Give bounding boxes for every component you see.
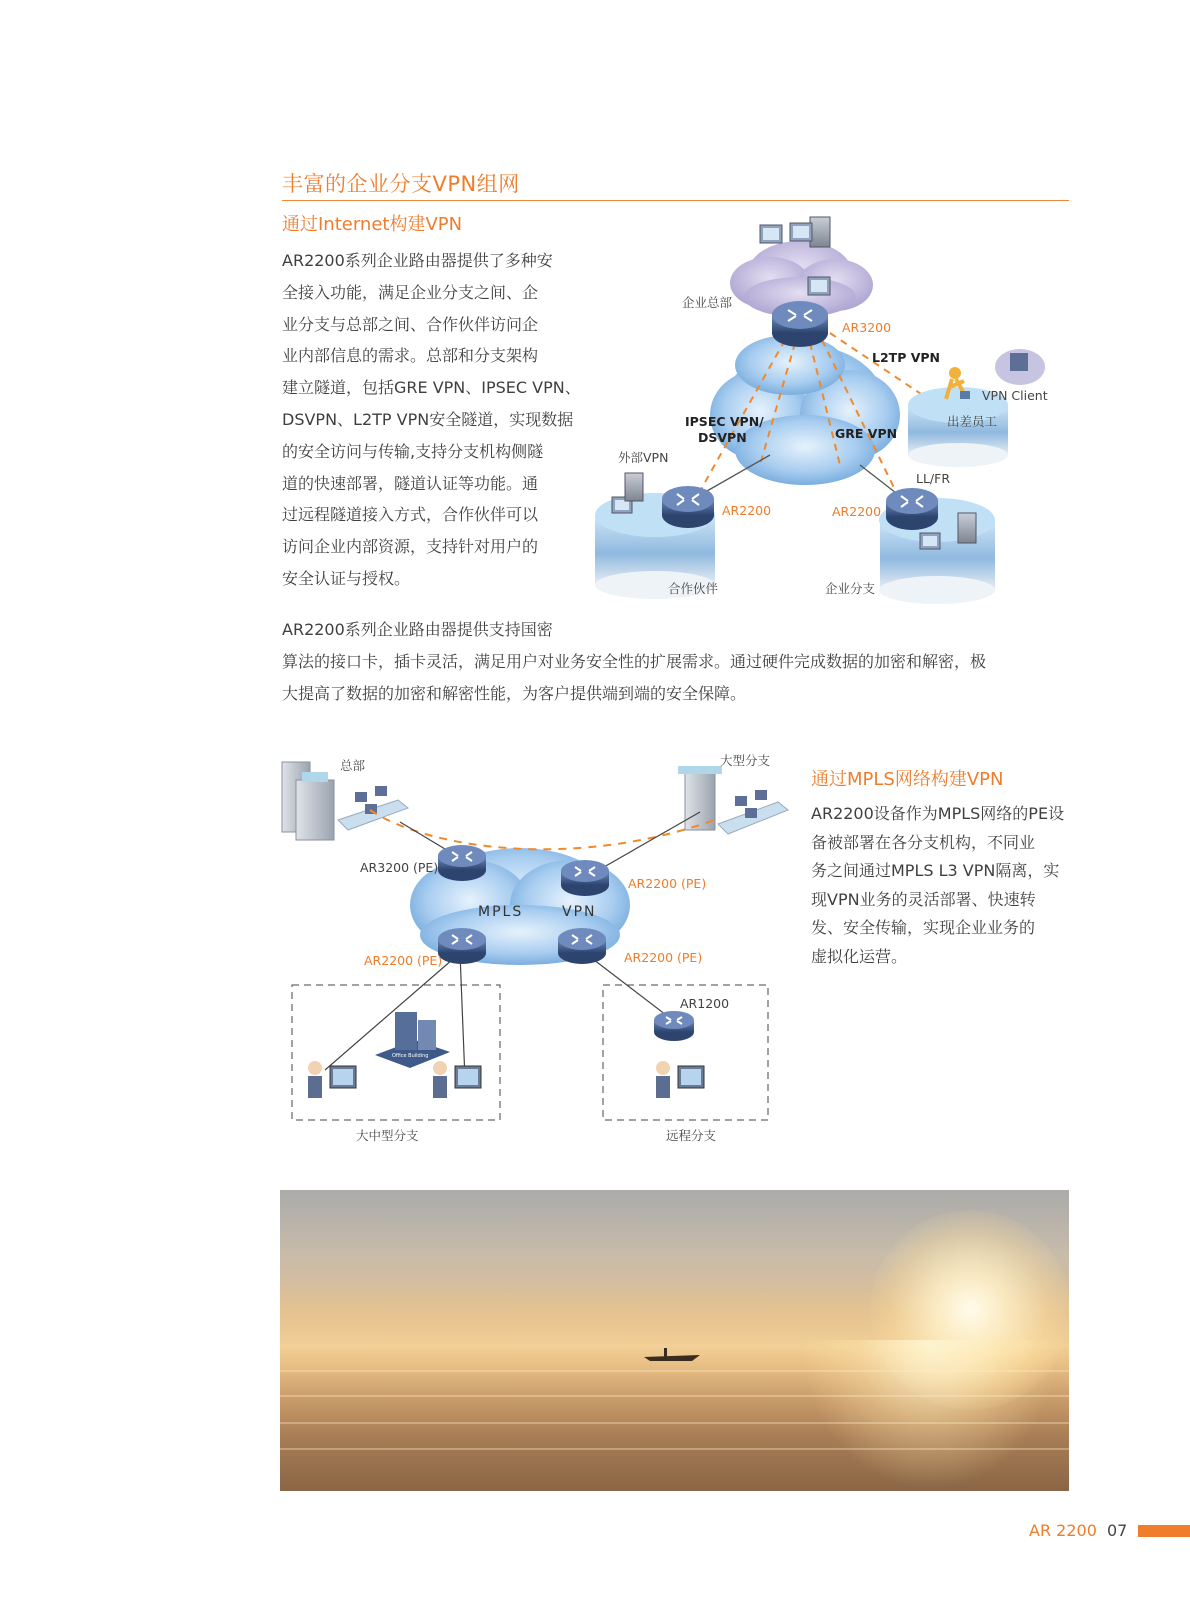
text-line: 业分支与总部之间、合作伙伴访问企	[282, 314, 539, 334]
page-number: 07	[1107, 1521, 1128, 1540]
section-title: 丰富的企业分支VPN组网	[282, 172, 520, 196]
vpn-label: VPN	[562, 904, 597, 920]
text-line: 安全认证与授权。	[282, 568, 411, 588]
hq-router-label: AR3200	[842, 320, 892, 335]
branch-router-icon	[886, 488, 938, 530]
branch-router-label: AR2200	[832, 504, 882, 519]
office-building-label: Office Building	[392, 1053, 429, 1059]
vpn-client-label: VPN Client	[982, 388, 1048, 403]
internet-vpn-title: 通过Internet构建VPN	[282, 214, 463, 235]
text-line: 算法的接口卡，插卡灵活，满足用户对业务安全性的扩展需求。通过硬件完成数据的加密和解密，极	[282, 651, 987, 671]
hq-label: 企业总部	[682, 295, 733, 310]
text-line: AR2200设备作为MPLS网络的PE设	[811, 804, 1065, 823]
partner-router-icon	[662, 486, 714, 528]
footer-brand: AR 2200	[1029, 1521, 1097, 1540]
sunset-sea-photo	[280, 1190, 1069, 1491]
mpls-label: MPLS	[478, 904, 524, 920]
footer-accent-bar	[1138, 1525, 1190, 1537]
wave	[280, 1448, 1069, 1450]
external-vpn-label: 外部VPN	[618, 450, 669, 465]
ar2200-pe-right-router-icon	[558, 928, 606, 964]
vpn-tunnel	[370, 810, 720, 849]
text-line: 大提高了数据的加密和解密性能，为客户提供端到端的安全保障。	[282, 683, 747, 703]
office-building-icon	[375, 1012, 450, 1068]
hq-router-icon	[772, 301, 828, 347]
text-line: 的安全访问与传输,支持分支机构侧隧	[282, 441, 544, 461]
wave	[280, 1422, 1069, 1424]
sun-reflection	[800, 1340, 1060, 1490]
mpls-vpn-paragraph	[811, 800, 1069, 971]
internet-vpn-diagram	[590, 215, 1070, 615]
ar2200-pe-left-router-icon	[438, 928, 486, 964]
user-pc-icon	[656, 1061, 704, 1098]
section-divider	[282, 200, 1069, 201]
text-line: DSVPN、L2TP VPN安全隧道，实现数据	[282, 409, 574, 429]
crypto-card-paragraph	[282, 614, 1069, 709]
mid-branch-label: 大中型分支	[356, 1128, 419, 1143]
ipsec-label: IPSEC VPN/	[685, 414, 764, 429]
text-line: 道的快速部署，隧道认证等功能。通	[282, 473, 539, 493]
ar2200-pe-left-label: AR2200 (PE)	[364, 953, 443, 968]
ar2200-pe-right-label: AR2200 (PE)	[624, 950, 703, 965]
partner-router-label: AR2200	[722, 503, 772, 518]
text-line: 虚拟化运营。	[811, 946, 908, 966]
hq-label: 总部	[340, 758, 366, 773]
boat-icon	[642, 1348, 702, 1362]
partner-label: 合作伙伴	[668, 581, 719, 596]
ar2200-pe-top-router-icon	[561, 860, 609, 896]
text-line: 现VPN业务的灵活部署、快速转	[811, 889, 1036, 909]
mpls-vpn-diagram	[280, 740, 800, 1150]
gre-label: GRE VPN	[835, 426, 898, 441]
internet-vpn-paragraph	[282, 245, 582, 595]
llfr-label: LL/FR	[916, 471, 951, 486]
large-branch-computers-icon	[718, 790, 788, 834]
remote-branch-label: 远程分支	[666, 1128, 717, 1143]
mpls-vpn-title: 通过MPLS网络构建VPN	[811, 769, 1004, 790]
user-pc-icon	[308, 1061, 356, 1098]
text-line: AR2200系列企业路由器提供了多种安	[282, 251, 553, 270]
ar1200-label: AR1200	[680, 996, 730, 1011]
traveler-label: 出差员工	[947, 414, 998, 429]
text-line: AR2200系列企业路由器提供支持国密	[282, 620, 553, 639]
text-line: 过远程隧道接入方式，合作伙伴可以	[282, 505, 539, 525]
text-line: 建立隧道，包括GRE VPN、IPSEC VPN、	[282, 378, 581, 398]
branch-label: 企业分支	[825, 581, 876, 596]
ar3200-pe-router-icon	[438, 845, 486, 881]
l2tp-label: L2TP VPN	[872, 350, 940, 365]
wave	[280, 1370, 1069, 1372]
ar2200-pe-top-label: AR2200 (PE)	[628, 876, 707, 891]
hq-building-icon	[282, 762, 334, 840]
text-line: 业内部信息的需求。总部和分支架构	[282, 346, 539, 366]
vpn-client-icon	[995, 349, 1045, 385]
text-line: 访问企业内部资源，支持针对用户的	[282, 537, 539, 557]
text-line: 发、安全传输，实现企业业务的	[811, 918, 1036, 937]
ar1200-router-icon	[654, 1011, 694, 1041]
large-branch-label: 大型分支	[720, 753, 771, 768]
user-pc-icon	[433, 1061, 481, 1098]
ar3200-pe-label: AR3200 (PE)	[360, 860, 439, 875]
wave	[280, 1395, 1069, 1397]
dsvpn-label: DSVPN	[698, 430, 747, 445]
text-line: 备被部署在各分支机构，不同业	[811, 832, 1036, 852]
text-line: 全接入功能，满足企业分支之间、企	[282, 282, 539, 302]
text-line: 务之间通过MPLS L3 VPN隔离，实	[811, 861, 1060, 880]
